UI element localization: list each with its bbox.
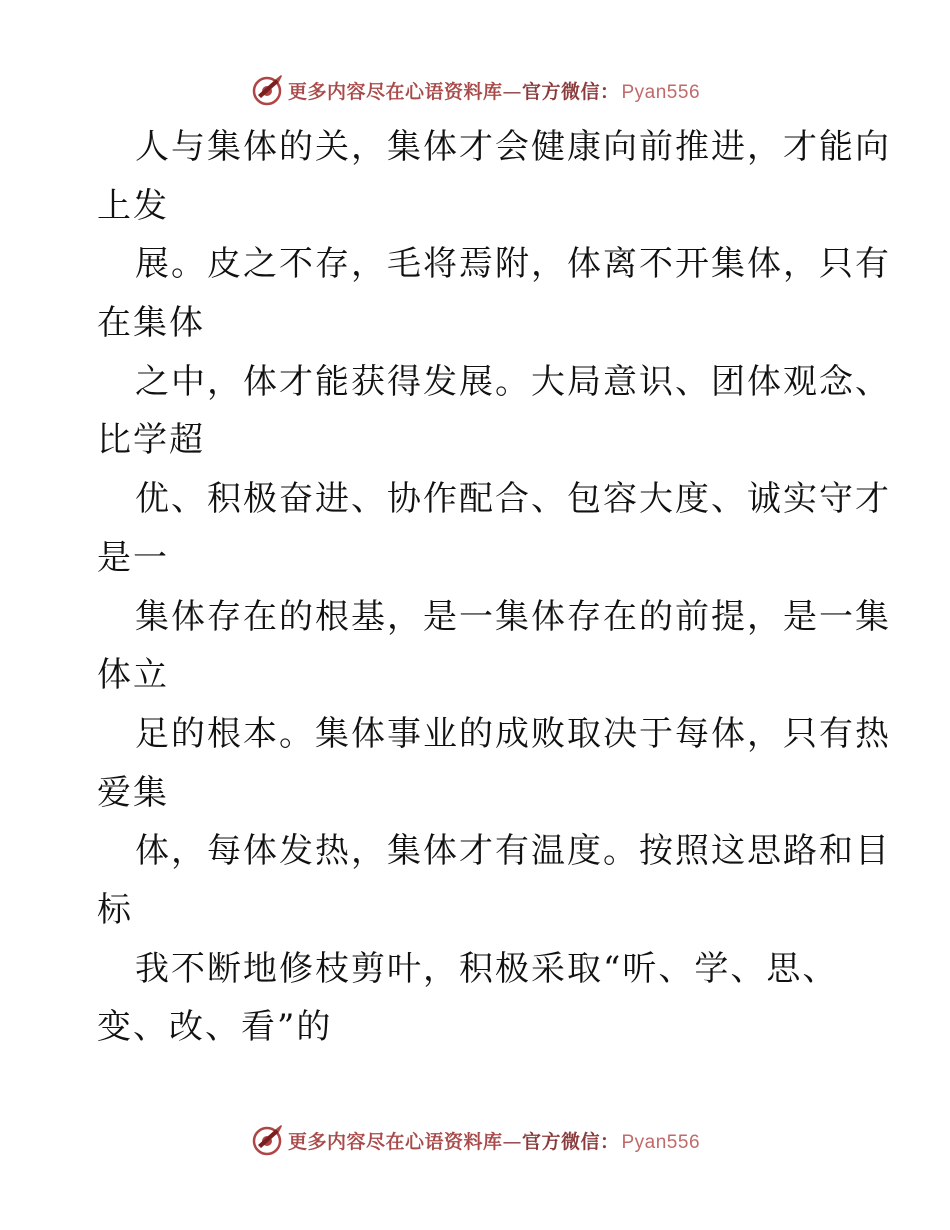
document-body bbox=[97, 118, 891, 1057]
footer-wechat-label: 官方微信： bbox=[521, 1130, 620, 1153]
paragraph-line: 足的根本。集体事业的成败取决于每体，只有热 bbox=[135, 713, 891, 754]
paragraph-line: 是一 bbox=[97, 537, 169, 578]
paragraph-line: 标 bbox=[97, 889, 133, 930]
paragraph-line: 我不断地修枝剪叶，积极采取“听、学、思、 bbox=[135, 948, 839, 989]
paragraph-line: 上发 bbox=[97, 185, 169, 226]
paragraph-line: 人与集体的关，集体才会健康向前推进，才能向 bbox=[135, 127, 891, 167]
paragraph-line: 体立 bbox=[97, 655, 169, 696]
footer-site-text: 更多内容尽在心语资料库 bbox=[287, 1130, 503, 1153]
pen-nib-logo-icon bbox=[250, 73, 284, 107]
paragraph-line: 在集体 bbox=[97, 303, 205, 344]
paragraph-line: 优、积极奋进、协作配合、包容大度、诚实守才 bbox=[135, 479, 891, 520]
pen-nib-logo-icon bbox=[250, 1123, 284, 1157]
header-site-text: 更多内容尽在心语资料库 bbox=[287, 80, 503, 103]
footer-wechat-id: Pyan556 bbox=[621, 1131, 701, 1153]
paragraph-line: 爱集 bbox=[97, 772, 169, 813]
paragraph-line: 展。皮之不存，毛将焉附，体离不开集体，只有 bbox=[135, 244, 891, 285]
paragraph-line: 比学超 bbox=[97, 420, 205, 461]
paragraph-line: 体，每体发热，集体才有温度。按照这思路和目 bbox=[135, 831, 891, 872]
header-separator: — bbox=[502, 80, 522, 103]
footer-watermark bbox=[0, 1120, 950, 1160]
header-watermark bbox=[0, 70, 950, 110]
paragraph-line: 之中，体才能获得发展。大局意识、团体观念、 bbox=[135, 361, 891, 402]
header-wechat-id: Pyan556 bbox=[621, 81, 701, 103]
paragraph-line: 变、改、看”的 bbox=[97, 1007, 333, 1048]
header-wechat-label: 官方微信： bbox=[521, 80, 620, 103]
footer-separator: — bbox=[502, 1130, 522, 1153]
paragraph-line: 集体存在的根基，是一集体存在的前提，是一集 bbox=[135, 596, 891, 637]
